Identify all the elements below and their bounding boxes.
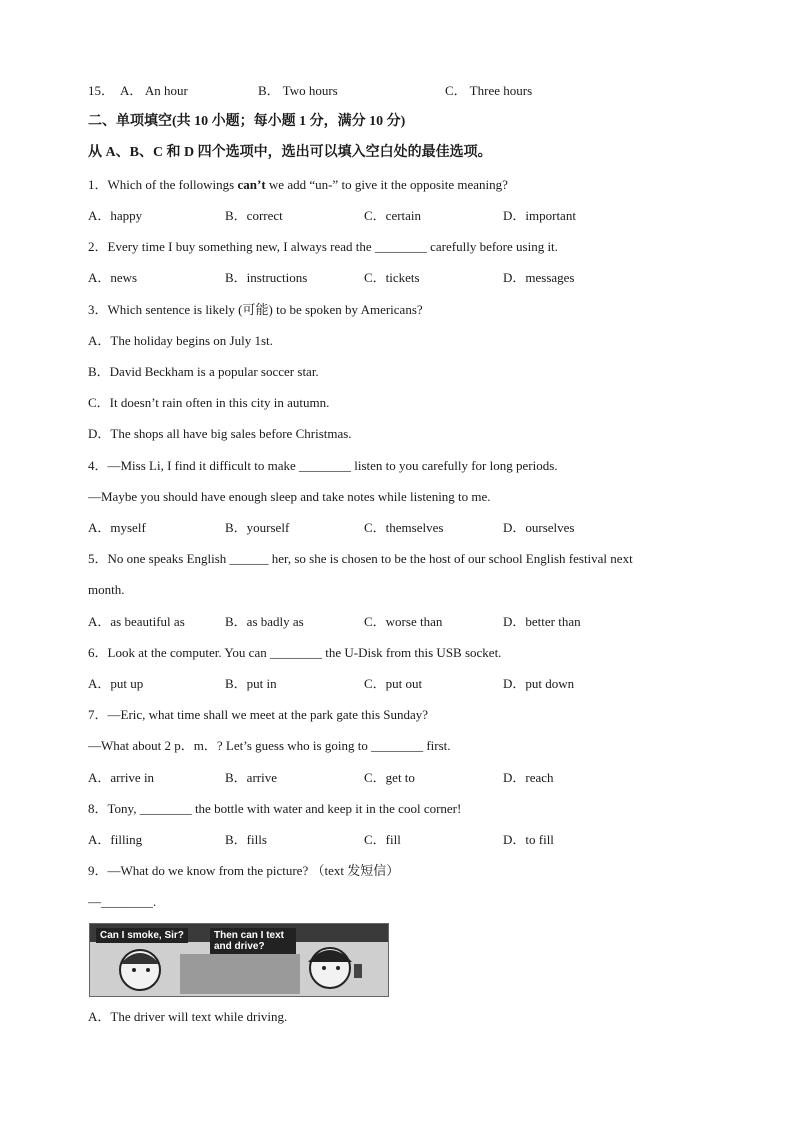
q3-option-a: A．The holiday begins on July 1st. — [88, 333, 273, 348]
q3-option-d: D．The shops all have big sales before Christmas. — [88, 426, 352, 441]
cartoon-image — [89, 923, 389, 997]
q7-option-c: C．get to — [364, 770, 415, 785]
q1-text-pre: 1．Which of the followings — [88, 177, 238, 192]
q3-option-c: C．It doesn’t rain often in this city in autumn. — [88, 395, 330, 410]
q5-option-c: C．worse than — [364, 614, 443, 629]
question-5: 5．No one speaks English ______ her, so she is chosen to be the host of our school English festival next — [88, 551, 633, 566]
q4-option-c: C．themselves — [364, 520, 444, 535]
question-1 — [88, 176, 508, 194]
q9-option-a: A．The driver will text while driving. — [88, 1009, 288, 1024]
question-7-reply: —What about 2 p．m．? Let’s guess who is going to ________ first. — [88, 738, 451, 753]
section-heading: 二、单项填空(共 10 小题；每小题 1 分，满分 10 分) — [88, 114, 406, 129]
q8-option-c: C．fill — [364, 832, 401, 847]
q15-number: 15． — [88, 83, 115, 98]
q4-option-a: A．myself — [88, 520, 146, 535]
cartoon-bubble-left: Can I smoke, Sir? — [96, 928, 188, 943]
q8-option-d: D．to fill — [503, 832, 554, 847]
q5-option-a: A．as beautiful as — [88, 614, 185, 629]
q15-option-b: B． Two hours — [258, 83, 338, 98]
q7-option-b: B．arrive — [225, 770, 277, 785]
q8-option-a: A．filling — [88, 832, 143, 847]
q5-option-d: D．better than — [503, 614, 581, 629]
q2-option-b: B．instructions — [225, 270, 308, 285]
q7-option-d: D．reach — [503, 770, 554, 785]
q1-text-post: we add “un-” to give it the opposite meaning? — [265, 177, 508, 192]
q7-option-a: A．arrive in — [88, 770, 155, 785]
q6-option-c: C．put out — [364, 676, 423, 691]
q15-option-c: C． Three hours — [445, 83, 533, 98]
q1-text-bold: can’t — [237, 177, 266, 192]
q15-option-a: A． An hour — [120, 83, 188, 98]
section-instruction: 从 A、B、C 和 D 四个选项中，选出可以填入空白处的最佳选项。 — [88, 145, 492, 160]
question-5-cont: month. — [88, 582, 125, 597]
question-2: 2．Every time I buy something new, I always read the ________ carefully before using it. — [88, 239, 558, 254]
q3-option-b: B．David Beckham is a popular soccer star. — [88, 364, 319, 379]
q4-option-b: B．yourself — [225, 520, 290, 535]
q6-option-a: A．put up — [88, 676, 144, 691]
q6-option-b: B．put in — [225, 676, 277, 691]
question-4-reply: —Maybe you should have enough sleep and take notes while listening to me. — [88, 489, 491, 504]
q2-option-c: C．tickets — [364, 270, 420, 285]
q1-option-d: D．important — [503, 208, 576, 223]
q6-option-d: D．put down — [503, 676, 575, 691]
q1-option-c: C．certain — [364, 208, 422, 223]
q1-option-a: A．happy — [88, 208, 143, 223]
q2-option-d: D．messages — [503, 270, 575, 285]
q4-option-d: D．ourselves — [503, 520, 575, 535]
q8-option-b: B．fills — [225, 832, 267, 847]
question-9: 9．—What do we know from the picture? （text 发短信） — [88, 863, 400, 878]
cartoon-bubble-right: Then can I text and drive? — [210, 928, 296, 954]
q5-option-b: B．as badly as — [225, 614, 304, 629]
question-3: 3．Which sentence is likely (可能) to be spoken by Americans? — [88, 302, 423, 317]
question-7: 7．—Eric, what time shall we meet at the park gate this Sunday? — [88, 707, 429, 722]
q1-option-b: B．correct — [225, 208, 283, 223]
q2-option-a: A．news — [88, 270, 138, 285]
question-6: 6．Look at the computer. You can ________ the U-Disk from this USB socket. — [88, 645, 502, 660]
question-8: 8．Tony, ________ the bottle with water and keep it in the cool corner! — [88, 801, 462, 816]
question-9-answer-blank: —________. — [88, 894, 157, 909]
question-4: 4．—Miss Li, I find it difficult to make ________ listen to you carefully for long periods. — [88, 458, 558, 473]
